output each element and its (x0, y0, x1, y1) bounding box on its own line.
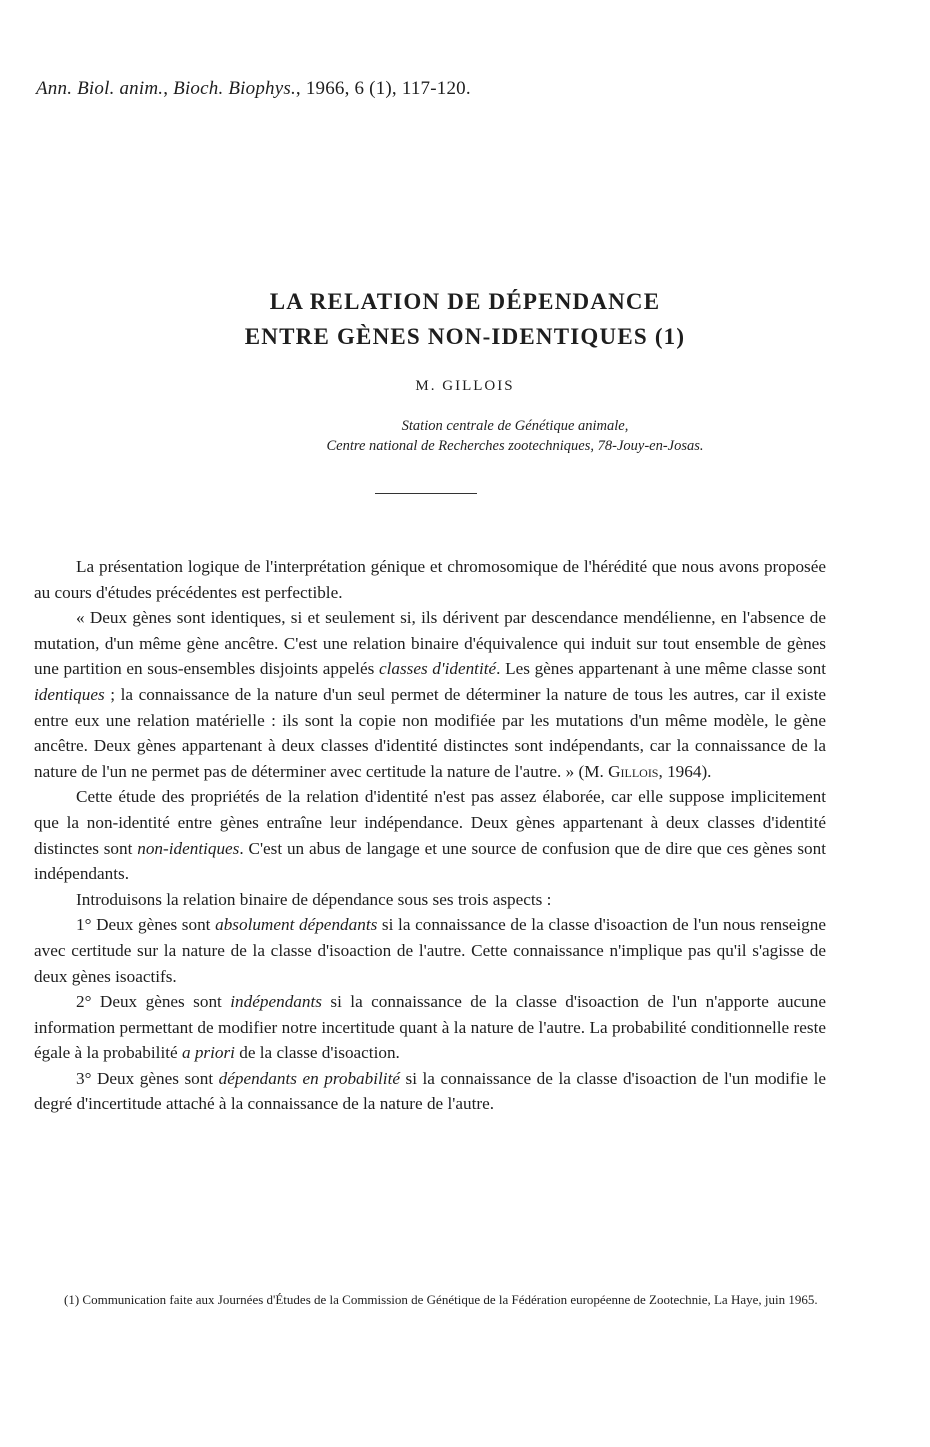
list-number-3: 3° (76, 1068, 92, 1088)
quote-part-1: « Deux gènes sont identiques, si et seulement si, ils dérivent par descendance mendélienne, en l'absence de mutation, d'un même gène ancêtre. C'est une relation binaire d'équivalence qui induit sur tout ensemble de gènes une partition en sous-ensembles disjoints appelés (34, 608, 826, 679)
section-divider (375, 493, 477, 494)
paragraph-quote (34, 605, 826, 784)
affiliation-line-2: Centre national de Recherches zootechniques, 78-Jouy-en-Josas. (326, 438, 704, 454)
quote-part-3: ; la connaissance de la nature d'un seul permet de déterminer la nature de tous les autres, car il existe entre eux une relation matérielle : ils sont la copie non modifiée par les mutations d'un même modèle, le gène ancêtre. Deux gènes appartenant à deux classes d'identité distinctes sont indépendants, car la connaissance de la nature de l'un ne permet pas de déterminer avec certitude la nature de l'autre. » (M. (34, 684, 826, 781)
title-line-1: LA RELATION DE DÉPENDANCE (269, 289, 661, 314)
item2-part-3: de la classe d'isoaction. (234, 1043, 400, 1063)
journal-section: Bioch. Biophys. (173, 78, 296, 99)
term-identiques: identiques (34, 684, 105, 704)
term-absolument-dependants: absolument dépendants (215, 915, 378, 935)
citation-details: , 1966, 6 (1), 117-120. (295, 78, 471, 99)
paper-title (0, 284, 930, 354)
item1-part-1: Deux gènes sont (91, 915, 216, 935)
critique-part-2: . C'est un abus de langage et une source de confusion que de dire que ces gènes sont indépendants. (34, 838, 826, 884)
title-line-2: ENTRE GÈNES NON-IDENTIQUES (1) (244, 324, 686, 349)
body-text (34, 554, 826, 1117)
quote-author: Gillois (608, 761, 659, 781)
term-a-priori: a priori (181, 1043, 235, 1063)
affiliation (0, 416, 930, 456)
quote-part-2: . Les gènes appartenant à une même classe sont (496, 659, 826, 679)
list-number-2: 2° (76, 992, 92, 1012)
list-item-3 (34, 1066, 826, 1117)
footnote: (1) Communication faite aux Journées d'Études de la Commission de Génétique de la Fédération européenne de Zootechnie, La Haye, juin 1965. (64, 1292, 818, 1307)
item2-part-1: Deux gènes sont (91, 992, 231, 1012)
journal-name: Ann. Biol. anim. (36, 78, 164, 99)
item3-part-1: Deux gènes sont (91, 1068, 219, 1088)
list-number-1: 1° (76, 915, 92, 935)
affiliation-line-1: Station centrale de Génétique animale, (401, 418, 629, 434)
term-independants: indépendants (230, 992, 322, 1012)
paragraph-critique (34, 784, 826, 886)
item2-part-2: si la connaissance de la classe d'isoaction de l'un n'apporte aucune information permettant de modifier notre incertitude quant à la nature de l'autre. La probabilité conditionnelle reste égale à la probabilité (34, 992, 826, 1063)
author-name: M. GILLOIS (415, 378, 515, 394)
paragraph-intro: La présentation logique de l'interprétation génique et chromosomique de l'hérédité que nous avons proposée au cours d'études précédentes est perfectible. (34, 557, 826, 602)
quote-year: , 1964). (658, 761, 712, 781)
term-dependants-en-probabilite: dépendants en probabilité (218, 1068, 400, 1088)
paragraph-introduce: Introduisons la relation binaire de dépendance sous ses trois aspects : (76, 889, 552, 909)
term-classes-identite: classes d'identité (378, 659, 497, 679)
item3-part-2: si la connaissance de la classe d'isoaction de l'un modifie le degré d'incertitude attaché à la connaissance de la nature de l'autre. (34, 1068, 827, 1114)
critique-part-1: Cette étude des propriétés de la relation d'identité n'est pas assez élaborée, car elle suppose implicitement que la non-identité entre gènes entraîne leur indépendance. Deux gènes appartenant à deux classes d'identité distinctes sont (34, 787, 826, 858)
list-item-2 (34, 989, 826, 1066)
citation-separator: , (163, 78, 174, 99)
list-item-1 (34, 912, 826, 989)
term-non-identiques: non-identiques (137, 838, 240, 858)
journal-citation (36, 78, 471, 100)
item1-part-2: si la connaissance de la classe d'isoaction de l'un nous renseigne avec certitude sur la nature de la classe d'isoaction de l'autre. Cette connaissance n'implique pas qu'il s'agisse de deux gènes isoactifs. (34, 915, 826, 986)
